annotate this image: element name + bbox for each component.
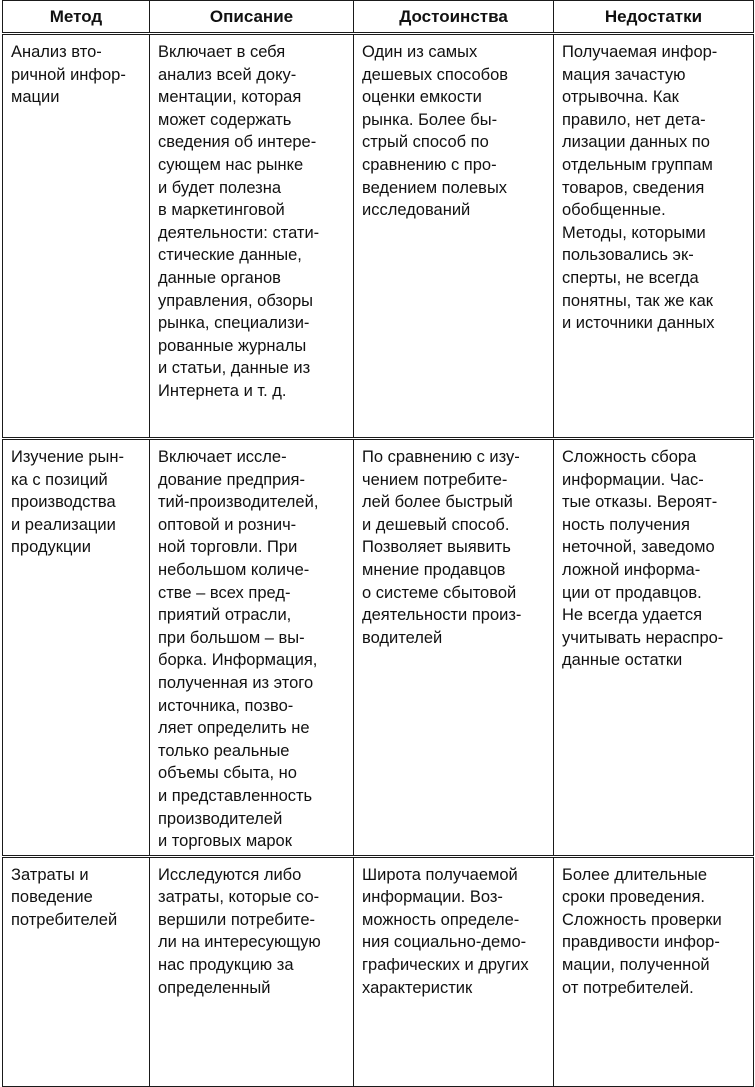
cell-text-line: деятельности: стати-	[158, 223, 320, 242]
cell-text-line: исследований	[362, 201, 471, 220]
cell-text-line: информации. Воз-	[362, 888, 503, 907]
cell-description	[150, 856, 354, 1086]
cell-text-line: ведением полевых	[362, 178, 508, 197]
cell-text-line: Сложность проверки	[562, 910, 722, 929]
cell-text-line: отрывочна. Как	[562, 88, 679, 107]
cell-text-line: ния социально-демо-	[362, 933, 527, 952]
cell-text-line: мнение продавцов	[362, 560, 506, 579]
cell-text-line: Изучение рын-	[11, 448, 124, 466]
cell-text-line: сующем нас рынке	[158, 155, 304, 174]
cell-text-line: правило, нет дета-	[562, 110, 706, 129]
table-header-row	[3, 1, 754, 34]
cell-text-line: производства	[11, 493, 116, 512]
header-advantages: Достоинства	[354, 1, 554, 34]
cell-text-line: Получаемая инфор-	[562, 43, 718, 61]
cell-text-line: Интернета и т. д.	[158, 381, 287, 400]
cell-text-line: определенный	[158, 978, 271, 997]
cell-text-line: и реализации	[11, 515, 116, 534]
cell-text-line: продукции	[11, 538, 91, 557]
cell-text-line: тий-производителей,	[158, 493, 319, 512]
cell-text-line: ность получения	[562, 515, 690, 534]
cell-text-line: данные остатки	[562, 651, 683, 670]
cell-text-line: стве – всех пред-	[158, 583, 291, 602]
cell-text-line: может содержать	[158, 110, 292, 129]
cell-text-line: анализ всей доку-	[158, 65, 297, 84]
cell-text-line: ляет определить не	[158, 719, 310, 738]
cell-text-line: и дешевый способ.	[362, 515, 510, 534]
table-row	[3, 34, 754, 439]
cell-disadvantages	[554, 439, 754, 857]
cell-text-line: рынка, специализи-	[158, 314, 310, 333]
cell-text-line: Анализ вто-	[11, 43, 102, 61]
cell-text-line: мации	[11, 88, 60, 107]
cell-text-line: можность определе-	[362, 910, 520, 929]
cell-text-line: ложной информа-	[562, 560, 701, 579]
cell-text-line: сроки проведения.	[562, 888, 705, 907]
cell-text-line: ции от продавцов.	[562, 583, 702, 602]
cell-text-line: оценки емкости	[362, 88, 482, 107]
cell-text-line: сперты, не всегда	[562, 268, 699, 287]
cell-text-line: и источники данных	[562, 314, 715, 333]
cell-text-line: ка с позиций	[11, 470, 108, 489]
cell-text-line: Затраты и	[11, 865, 89, 884]
cell-text-line: Методы, которыми	[562, 223, 706, 242]
cell-text-line: производителей	[158, 809, 283, 828]
cell-text-line: мации, полученной	[562, 956, 710, 975]
cell-text-line: небольшом количе-	[158, 560, 310, 579]
cell-text-line: ной торговли. При	[158, 538, 298, 557]
cell-text-line: дешевых способов	[362, 65, 509, 84]
cell-text-line: ментации, которая	[158, 88, 302, 107]
cell-text-line: стрый способ по	[362, 133, 489, 152]
cell-text-line: поведение	[11, 888, 93, 907]
cell-text-line: рынка. Более бы-	[362, 110, 498, 129]
cell-text-line: ли на интересующую	[158, 933, 321, 952]
cell-text-line: Не всегда удается	[562, 606, 703, 625]
cell-text-line: Один из самых	[362, 43, 478, 61]
cell-text-line: затраты, которые со-	[158, 888, 320, 907]
cell-text-line: нас продукцию за	[158, 956, 294, 975]
cell-text-line: пользовались эк-	[562, 246, 694, 265]
table-row	[3, 439, 754, 857]
cell-text-line: только реальные	[158, 741, 290, 760]
cell-description	[150, 439, 354, 857]
cell-text-line: борка. Информация,	[158, 651, 318, 670]
cell-text-line: По сравнению с изу-	[362, 448, 520, 466]
cell-text-line: полученная из этого	[158, 673, 314, 692]
cell-text-line: ричной инфор-	[11, 65, 126, 84]
cell-advantages	[354, 34, 554, 439]
cell-text-line: и торговых марок	[158, 832, 292, 851]
cell-text-line: Включает иссле-	[158, 448, 287, 466]
cell-text-line: правдивости инфор-	[562, 933, 720, 952]
cell-text-line: Сложность сбора	[562, 448, 697, 466]
cell-advantages	[354, 439, 554, 857]
cell-method	[3, 439, 150, 857]
cell-text-line: информации. Час-	[562, 470, 704, 489]
cell-text-line: водителей	[362, 628, 443, 647]
cell-text-line: при большом – вы-	[158, 628, 305, 647]
cell-text-line: Включает в себя	[158, 43, 286, 61]
cell-text-line: лизации данных по	[562, 133, 710, 152]
cell-text-line: характеристик	[362, 978, 473, 997]
cell-text-line: данные органов	[158, 268, 281, 287]
cell-text-line: в маркетинговой	[158, 201, 285, 220]
cell-description	[150, 34, 354, 439]
cell-disadvantages	[554, 34, 754, 439]
cell-text-line: о системе сбытовой	[362, 583, 517, 602]
cell-text-line: товаров, сведения	[562, 178, 705, 197]
cell-text-line: вершили потребите-	[158, 910, 315, 929]
cell-text-line: Позволяет выявить	[362, 538, 511, 557]
cell-advantages	[354, 856, 554, 1086]
cell-text-line: источника, позво-	[158, 696, 294, 715]
cell-text-line: и статьи, данные из	[158, 359, 311, 378]
cell-text-line: неточной, заведомо	[562, 538, 715, 557]
header-method: Метод	[3, 1, 150, 34]
cell-text-line: от потребителей.	[562, 978, 694, 997]
cell-text-line: управления, обзоры	[158, 291, 314, 310]
cell-text-line: Широта получаемой	[362, 865, 518, 884]
cell-text-line: сведения об интере-	[158, 133, 317, 152]
header-disadvantages: Недостатки	[554, 1, 754, 34]
cell-text-line: приятий отрасли,	[158, 606, 292, 625]
cell-text-line: чением потребите-	[362, 470, 508, 489]
cell-text-line: обобщенные.	[562, 201, 666, 220]
cell-text-line: лей более быстрый	[362, 493, 513, 512]
cell-text-line: и будет полезна	[158, 178, 282, 197]
cell-text-line: Исследуются либо	[158, 865, 302, 884]
cell-text-line: стические данные,	[158, 246, 302, 265]
header-description: Описание	[150, 1, 354, 34]
cell-text-line: Более длительные	[562, 865, 708, 884]
cell-text-line: деятельности произ-	[362, 606, 522, 625]
cell-text-line: дование предприя-	[158, 470, 305, 489]
cell-text-line: отдельным группам	[562, 155, 713, 174]
cell-text-line: тые отказы. Вероят-	[562, 493, 718, 512]
cell-text-line: потребителей	[11, 910, 118, 929]
cell-text-line: оптовой и рознич-	[158, 515, 297, 534]
cell-disadvantages	[554, 856, 754, 1086]
cell-text-line: учитывать нераспро-	[562, 628, 724, 647]
table-row	[3, 856, 754, 1086]
cell-method	[3, 34, 150, 439]
cell-text-line: мация зачастую	[562, 65, 686, 84]
cell-text-line: объемы сбыта, но	[158, 764, 297, 783]
cell-text-line: графических и других	[362, 956, 529, 975]
cell-text-line: и представленность	[158, 786, 313, 805]
cell-text-line: понятны, так же как	[562, 291, 713, 310]
cell-text-line: сравнению с про-	[362, 155, 497, 174]
methods-comparison-table	[2, 0, 754, 1087]
cell-method	[3, 856, 150, 1086]
cell-text-line: рованные журналы	[158, 336, 307, 355]
